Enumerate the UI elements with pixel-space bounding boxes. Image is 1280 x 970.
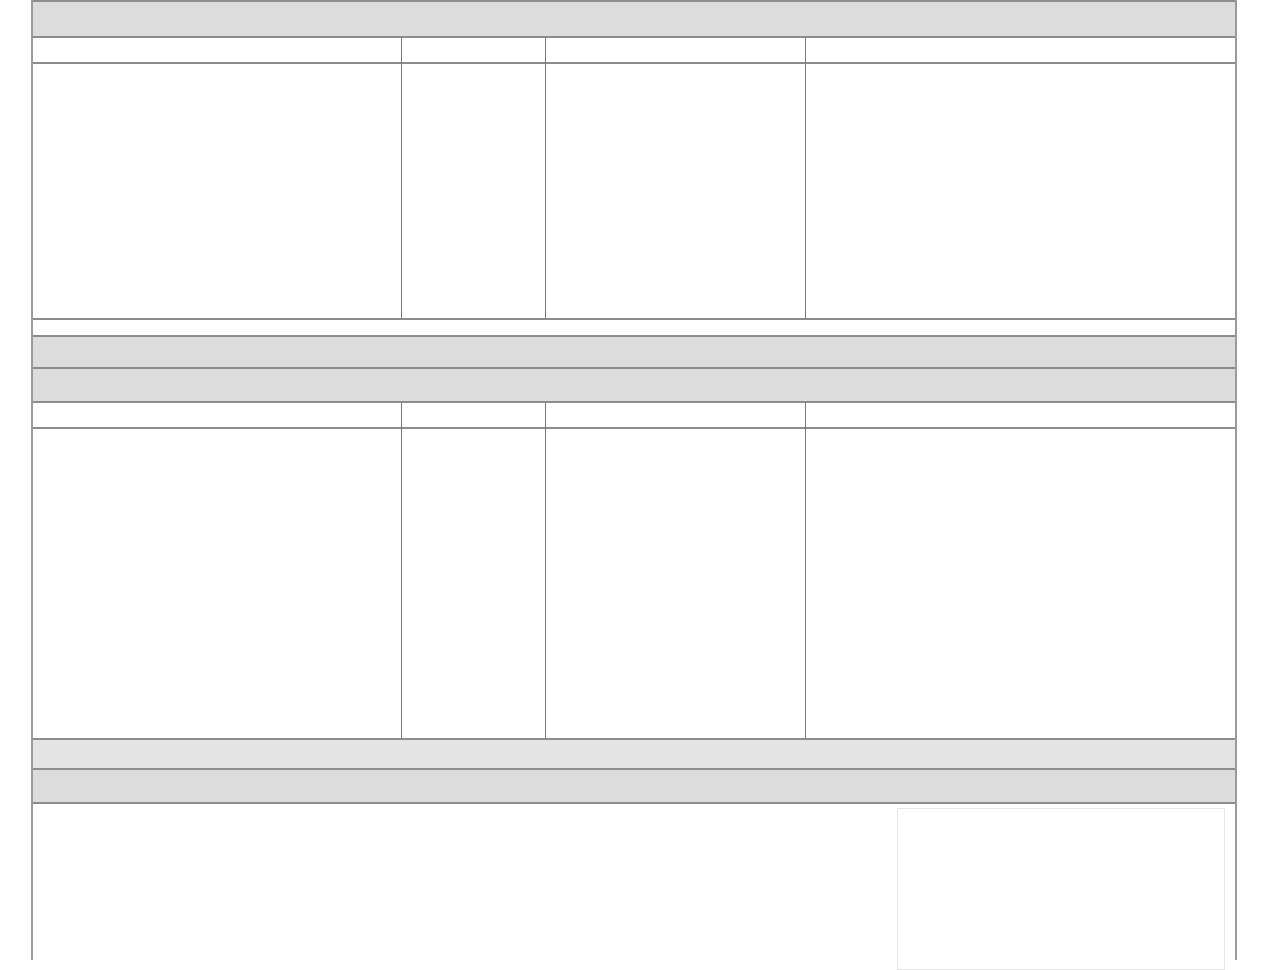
composicion-band <box>33 738 1235 770</box>
header-monto <box>805 38 1237 62</box>
header-monto-2 <box>805 403 1237 427</box>
header-unidad <box>401 38 545 62</box>
pie-svg <box>898 809 1224 969</box>
bruto-band <box>33 367 1235 403</box>
header-unidad-2 <box>401 403 545 427</box>
salary-table-header <box>33 403 1235 429</box>
header-base-2 <box>545 403 805 427</box>
header-concepto <box>33 38 401 62</box>
employer-table-header <box>33 38 1235 64</box>
header-concepto-2 <box>33 403 401 427</box>
payroll-sheet <box>31 0 1237 960</box>
subtotal-band <box>33 335 1235 369</box>
costo-total-band <box>33 0 1235 38</box>
header-base <box>545 38 805 62</box>
pie-chart <box>897 808 1225 970</box>
neto-band <box>33 768 1235 804</box>
